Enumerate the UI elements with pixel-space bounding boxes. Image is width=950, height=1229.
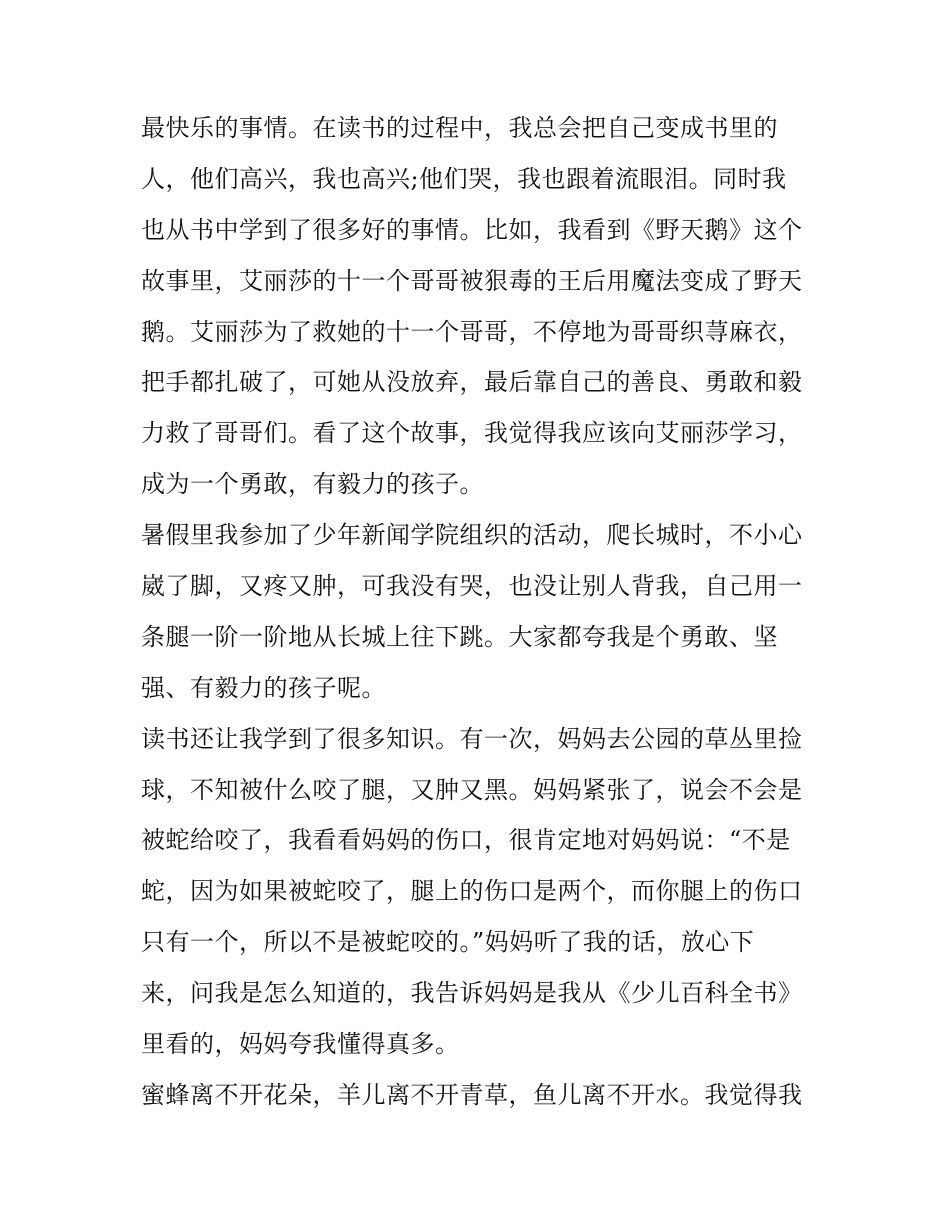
text-line-4: 故事里，艾丽莎的十一个哥哥被狠毒的王后用魔法变成了野天 — [141, 266, 803, 295]
text-line-8: 成为一个勇敢，有毅力的孩子。 — [141, 470, 484, 499]
text-line-3: 也从书中学到了很多好的事情。比如，我看到《野天鹅》这个 — [141, 215, 803, 244]
text-line-9: 暑假里我参加了少年新闻学院组织的活动，爬长城时，不小心 — [141, 521, 803, 550]
essay-text — [141, 103, 821, 1121]
text-line-13: 读书还让我学到了很多知识。有一次，妈妈去公园的草丛里捡 — [141, 724, 803, 753]
text-line-6: 把手都扎破了，可她从没放弃，最后靠自己的善良、勇敢和毅 — [141, 368, 803, 397]
text-line-18: 来，问我是怎么知道的，我告诉妈妈是我从《少儿百科全书》 — [141, 979, 803, 1008]
text-line-15: 被蛇给咬了，我看看妈妈的伤口，很肯定地对妈妈说：“不是 — [141, 826, 791, 855]
text-line-12: 强、有毅力的孩子呢。 — [141, 673, 386, 702]
text-line-10: 崴了脚，又疼又肿，可我没有哭，也没让别人背我，自己用一 — [141, 572, 803, 601]
text-line-1: 最快乐的事情。在读书的过程中，我总会把自己变成书里的 — [141, 114, 778, 142]
text-line-14: 球，不知被什么咬了腿，又肿又黑。妈妈紧张了，说会不会是 — [141, 775, 803, 804]
text-line-5: 鹅。艾丽莎为了救她的十一个哥哥，不停地为哥哥织荨麻衣， — [141, 317, 803, 346]
text-line-2: 人，他们高兴，我也高兴;他们哭，我也跟着流眼泪。同时我 — [141, 164, 787, 193]
text-line-19: 里看的，妈妈夸我懂得真多。 — [141, 1030, 460, 1059]
text-line-20: 蜜蜂离不开花朵，羊儿离不开青草，鱼儿离不开水。我觉得我 — [141, 1080, 803, 1109]
text-line-7: 力救了哥哥们。看了这个故事，我觉得我应该向艾丽莎学习， — [141, 419, 803, 448]
text-line-17: 只有一个，所以不是被蛇咬的。”妈妈听了我的话，放心下 — [141, 928, 755, 957]
text-line-11: 条腿一阶一阶地从长城上往下跳。大家都夸我是个勇敢、坚 — [141, 622, 778, 651]
text-line-16: 蛇，因为如果被蛇咬了，腿上的伤口是两个，而你腿上的伤口 — [141, 877, 803, 906]
